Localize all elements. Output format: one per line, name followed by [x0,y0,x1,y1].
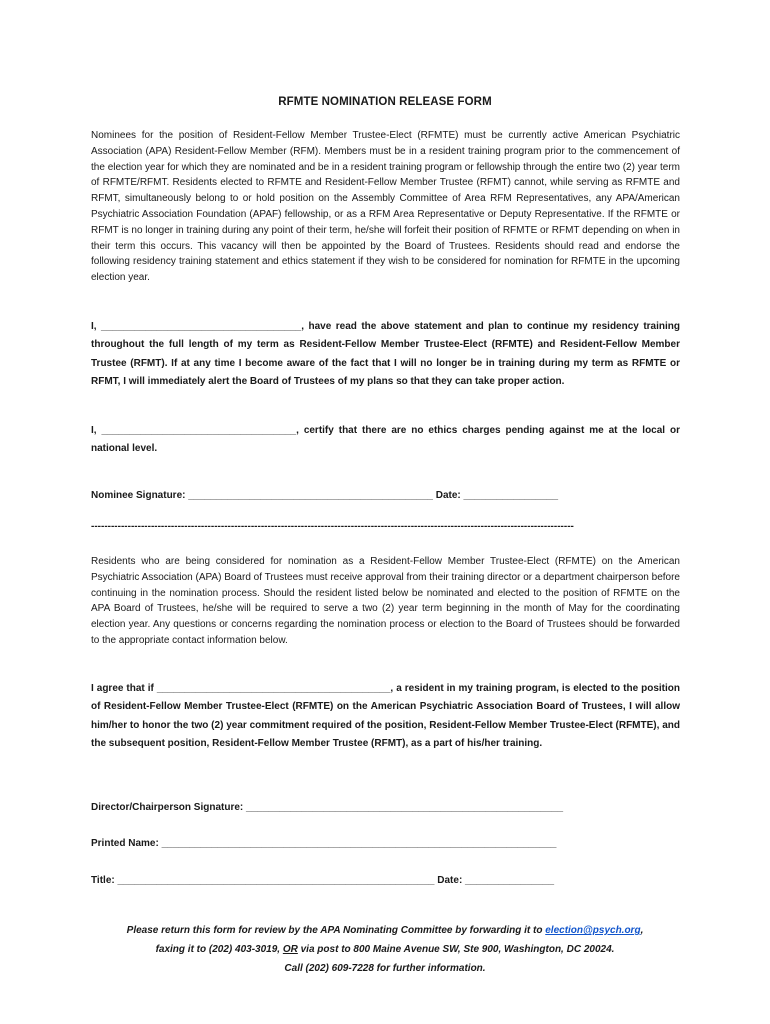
nominee-signature-line[interactable]: Nominee Signature: ____________________________________________ Date: _________________ [91,490,559,501]
title-date-line[interactable]: Title: _________________________________________________________ Date: ________________ [91,875,555,886]
footer-line3-text: Call (202) 609-7228 for further information. [284,963,486,974]
footer-line1-end: , [640,925,644,936]
footer-line1-text: Please return this form for review by the APA Nominating Committee by forwarding it to [126,925,546,936]
section-divider: ------------------------------------------------------------------------------------------------------------------------------------------------- [91,521,574,532]
ethics-statement: I, ___________________________________, certify that there are no ethics charges pending against me at the local or national level. [91,425,680,455]
intro-paragraph: Nominees for the position of Resident-Fellow Member Trustee-Elect (RFMTE) must be currently active American Psychiatric Association (APA) Resident-Fellow Member (RFM). Members must be in a resident training program prior to the commencement of the election year for which they are nominated and be in a resident training program or fellowship through the entire two (2) year term of RFMTE/RFMT. Residents elected to RFMTE and Resident-Fellow Member Trustee (RFMT) cannot, while serving as RFMTE and RFMT, simultaneously belong to or hold position on the Assembly Committee of Area RFM Representatives, any APA/American Psychiatric Association Foundation (APAF) fellowship, or as a RFM Area Representative or Deputy Representative. If the RFMTE or RFMT is no longer in training during any point of their term, he/she will forfeit their position of RFMTE or RFMT depending on when in their term this occurs. This vacancy will then be appointed by the Board of Trustees. Residents should read and endorse the following residency training statement and ethics statement if they wish to be considered for nomination for RFMTE in the upcoming election year. [91,130,680,284]
footer-line2-text: faxing it to (202) 403-3019, [155,944,283,955]
printed-name-line[interactable]: Printed Name: _______________________________________________________________________ [91,838,557,849]
return-instructions [0,921,770,978]
director-signature-line[interactable]: Director/Chairperson Signature: _________________________________________________________ [91,802,564,813]
email-link[interactable]: election@psych.org [545,925,641,936]
director-intro-paragraph: Residents who are being considered for nomination as a Resident-Fellow Member Trustee-Elect (RFMTE) on the American Psychiatric Association (APA) Board of Trustees must receive approval from their training director or a department chairperson before continuing in the nomination process. Should the resident listed below be nominated and elected to the position of RFMTE on the APA Board of Trustees, he/she will be required to serve a two (2) year term beginning in the month of May for the coordinating election year. Any questions or concerns regarding the nomination process or election to the Board of Trustees should be forwarded to the appropriate contact information below. [91,556,680,646]
training-statement: I, ____________________________________, have read the above statement and plan to continue my residency training throughout the full length of my term as Resident-Fellow Member Trustee-Elect (RFMTE) and Resident-Fellow Member Trustee (RFMT). If at any time I become aware of the fact that I will no longer be in training during my term as RFMTE or RFMT, I will immediately alert the Board of Trustees of my plans so that they can take proper action. [91,321,680,387]
footer-line2-address: via post to 800 Maine Avenue SW, Ste 900, Washington, DC 20024. [297,944,615,955]
agreement-statement: I agree that if __________________________________________, a resident in my training program, is elected to the position of Resident-Fellow Member Trustee-Elect (RFMTE) on the American Psychiatric Association Board of Trustees, I will allow him/her to honor the two (2) year commitment required of the position, Resident-Fellow Member Trustee-Elect (RFMTE), and the subsequent position, Resident-Fellow Member Trustee (RFMT), as a part of his/her training. [91,683,680,749]
form-title: RFMTE NOMINATION RELEASE FORM [278,96,492,108]
footer-or: OR [282,944,298,955]
